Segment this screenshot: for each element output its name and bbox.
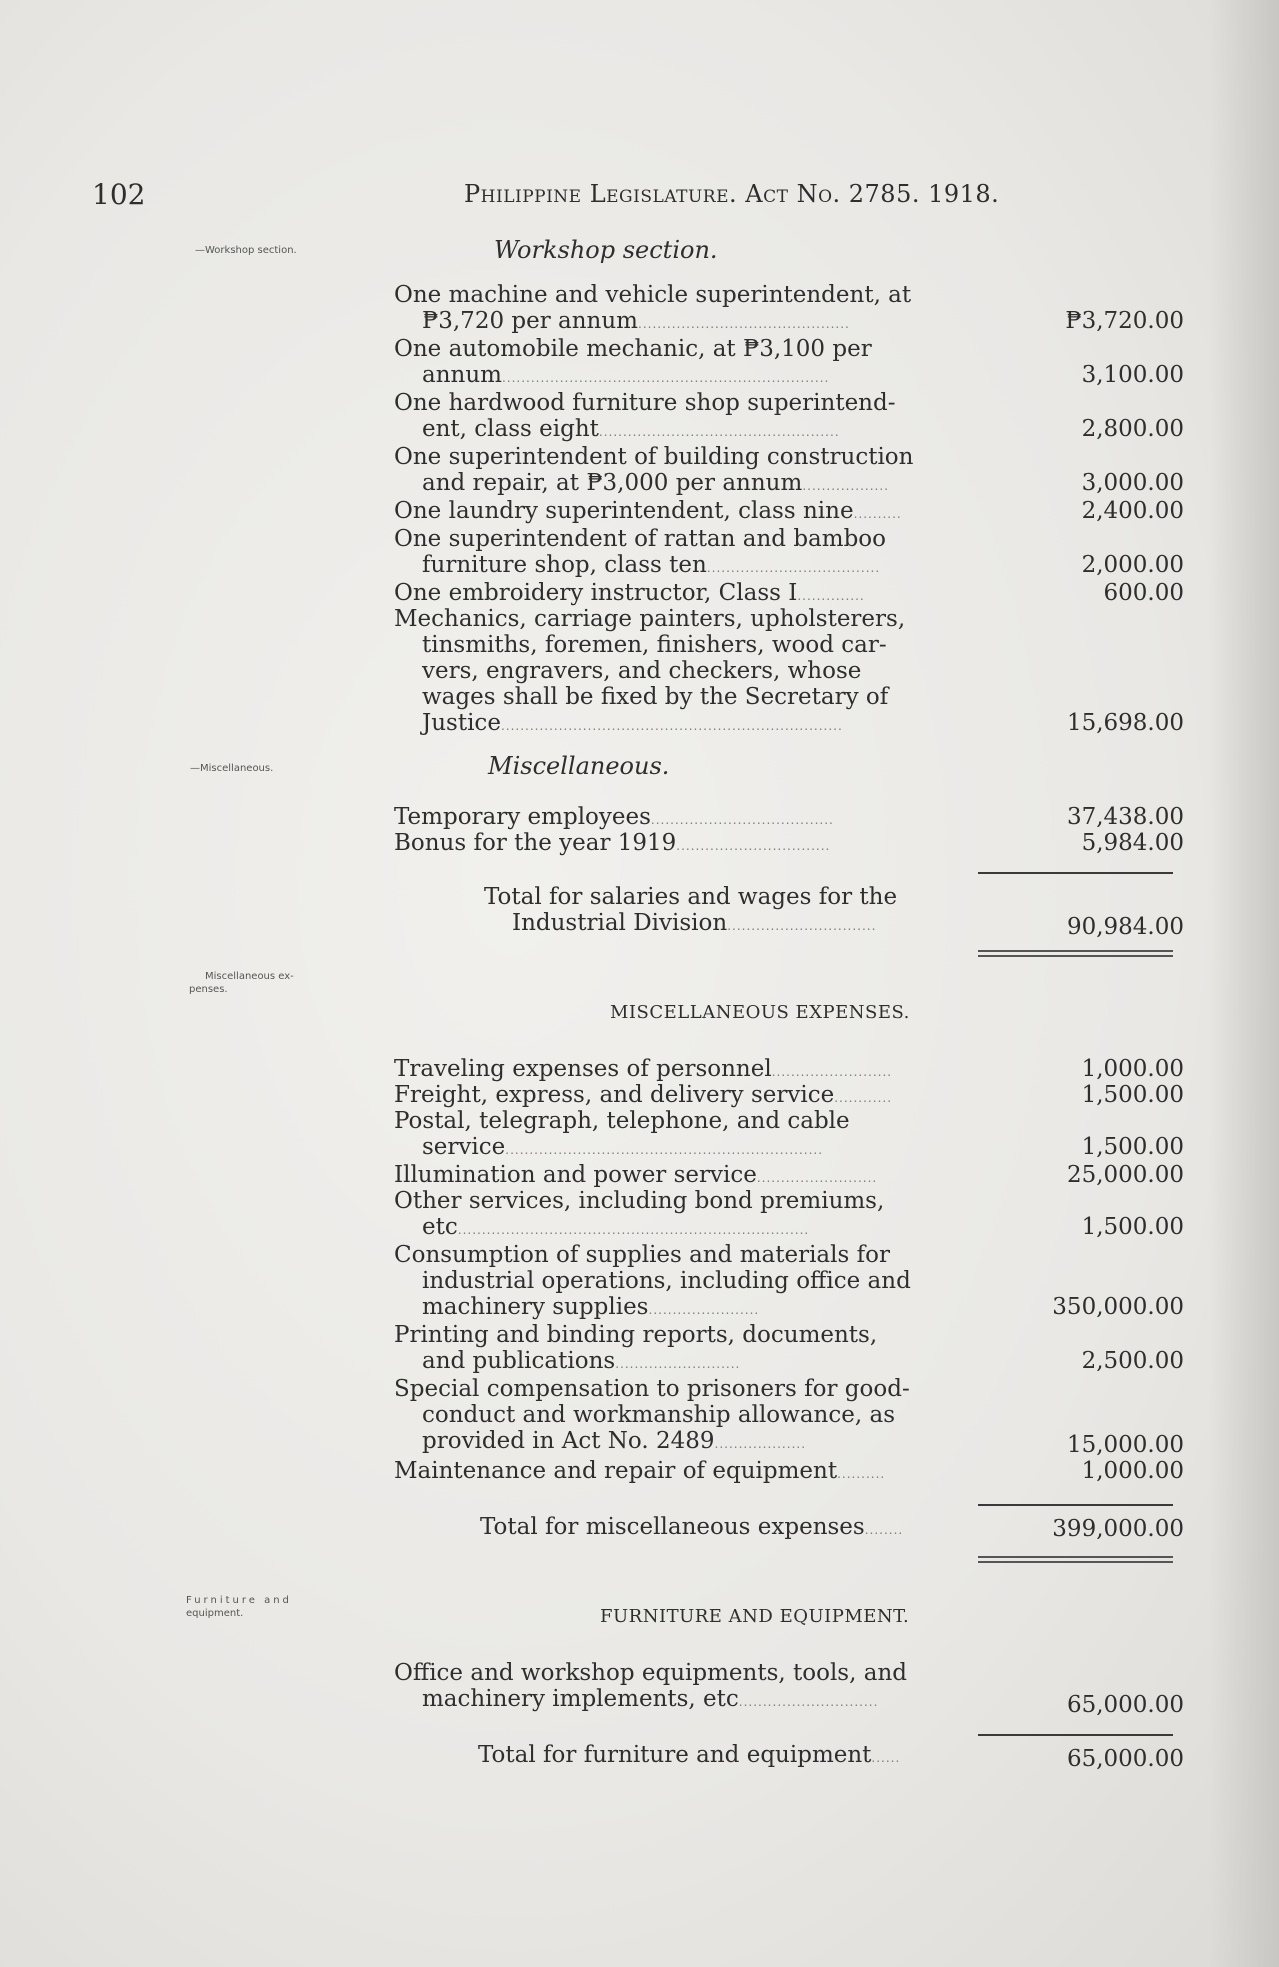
item-amount: 2,500.00: [1081, 1348, 1184, 1374]
item-text: One automobile mechanic, at ₱3,100 per: [394, 336, 872, 362]
total-amount: 399,000.00: [1052, 1516, 1184, 1542]
item-text: annum: [422, 362, 502, 388]
total-double-rule: [978, 1556, 1173, 1563]
item-text: Consumption of supplies and materials for: [394, 1242, 890, 1268]
item-amount: 2,800.00: [1081, 416, 1184, 442]
item-amount: 15,698.00: [1066, 710, 1184, 736]
subtotal-rule: [978, 872, 1173, 874]
workshop-section-title: Workshop section.: [494, 236, 718, 264]
item-text: Mechanics, carriage painters, upholsterers,: [394, 606, 906, 632]
item-amount: 1,500.00: [1081, 1134, 1184, 1160]
item-text: Other services, including bond premiums,: [394, 1188, 885, 1214]
item-amount: 5,984.00: [1081, 830, 1184, 856]
item-amount: ₱3,720.00: [1065, 308, 1184, 334]
item-text: Office and workshop equipments, tools, and: [394, 1660, 907, 1686]
item-amount: 600.00: [1103, 580, 1184, 606]
item-text: etc: [422, 1214, 458, 1240]
item-text: One embroidery instructor, Class I: [394, 580, 798, 606]
item-text: Bonus for the year 1919: [394, 830, 677, 856]
page-number: 102: [92, 178, 146, 211]
item-text: ent, class eight: [422, 416, 599, 442]
margin-note-furniture: Furniture and equipment.: [186, 1595, 292, 1619]
running-title: Philippine Legislature. Act No. 2785. 1918.: [464, 180, 1000, 208]
margin-note-misc-expenses: Miscellaneous ex- penses.: [189, 971, 294, 995]
total-amount: 90,984.00: [1066, 914, 1184, 940]
item-amount: 2,400.00: [1081, 498, 1184, 524]
item-amount: 65,000.00: [1066, 1692, 1184, 1718]
item-amount: 15,000.00: [1066, 1432, 1184, 1458]
margin-note-workshop: —Workshop section.: [195, 245, 297, 256]
item-amount: 1,500.00: [1081, 1082, 1184, 1108]
item-text: Justice: [422, 710, 501, 736]
item-text: conduct and workmanship allowance, as: [422, 1402, 895, 1428]
misc-expenses-title: MISCELLANEOUS EXPENSES.: [610, 1002, 910, 1023]
item-amount: 1,000.00: [1081, 1458, 1184, 1484]
item-amount: 25,000.00: [1066, 1162, 1184, 1188]
item-text: Maintenance and repair of equipment: [394, 1458, 838, 1484]
item-text: furniture shop, class ten: [422, 552, 707, 578]
item-text: One superintendent of rattan and bamboo: [394, 526, 886, 552]
item-text: and repair, at ₱3,000 per annum: [422, 470, 803, 496]
item-text: Postal, telegraph, telephone, and cable: [394, 1108, 850, 1134]
margin-note-miscellaneous: —Miscellaneous.: [190, 763, 274, 774]
item-text: One superintendent of building construction: [394, 444, 914, 470]
total-label: Total for miscellaneous expenses: [480, 1514, 865, 1540]
item-text: One hardwood furniture shop superintend-: [394, 390, 896, 416]
item-text: Traveling expenses of personnel: [394, 1056, 772, 1082]
item-text: and publications: [422, 1348, 616, 1374]
item-text: Freight, express, and delivery service: [394, 1082, 835, 1108]
item-text: Illumination and power service: [394, 1162, 757, 1188]
subtotal-rule: [978, 1504, 1173, 1506]
item-text: wages shall be fixed by the Secretary of: [422, 684, 889, 710]
item-amount: 2,000.00: [1081, 552, 1184, 578]
item-text: One laundry superintendent, class nine: [394, 498, 854, 524]
subtotal-rule: [978, 1734, 1173, 1736]
miscellaneous-section-title: Miscellaneous.: [488, 752, 670, 780]
total-label: Total for furniture and equipment: [478, 1742, 872, 1768]
total-label-line1: Total for salaries and wages for the: [484, 884, 898, 910]
furniture-total: Total for furniture and equipment...... 65,000.00: [478, 1742, 1184, 1772]
item-amount: 350,000.00: [1052, 1294, 1184, 1320]
furniture-section-title: FURNITURE AND EQUIPMENT.: [600, 1606, 910, 1627]
item-amount: 3,000.00: [1081, 470, 1184, 496]
item-text: industrial operations, including office and: [422, 1268, 911, 1294]
item-text: machinery implements, etc: [422, 1686, 739, 1712]
item-text: provided in Act No. 2489: [422, 1428, 715, 1454]
item-amount: 1,500.00: [1081, 1214, 1184, 1240]
misc-expenses-total: Total for miscellaneous expenses........ 399,000.00: [480, 1514, 1184, 1542]
item-text: service: [422, 1134, 506, 1160]
item-text: ₱3,720 per annum: [422, 308, 638, 334]
total-amount: 65,000.00: [1066, 1746, 1184, 1772]
item-text: One machine and vehicle superintendent, at: [394, 282, 912, 308]
page-edge-shadow: [1209, 0, 1279, 1967]
item-text: Printing and binding reports, documents,: [394, 1322, 878, 1348]
item-text: vers, engravers, and checkers, whose: [422, 658, 862, 684]
industrial-division-total: Total for salaries and wages for the Industrial Division............................... 90,984.00: [484, 884, 1184, 940]
item-text: machinery supplies: [422, 1294, 649, 1320]
item-amount: 1,000.00: [1081, 1056, 1184, 1082]
total-double-rule: [978, 950, 1173, 957]
item-amount: 3,100.00: [1081, 362, 1184, 388]
page-header: [92, 178, 1132, 218]
item-text: Special compensation to prisoners for good-: [394, 1376, 910, 1402]
total-label-line2: Industrial Division: [512, 910, 728, 936]
item-text: tinsmiths, foremen, finishers, wood car-: [422, 632, 887, 658]
item-text: Temporary employees: [394, 804, 651, 830]
item-amount: 37,438.00: [1066, 804, 1184, 830]
